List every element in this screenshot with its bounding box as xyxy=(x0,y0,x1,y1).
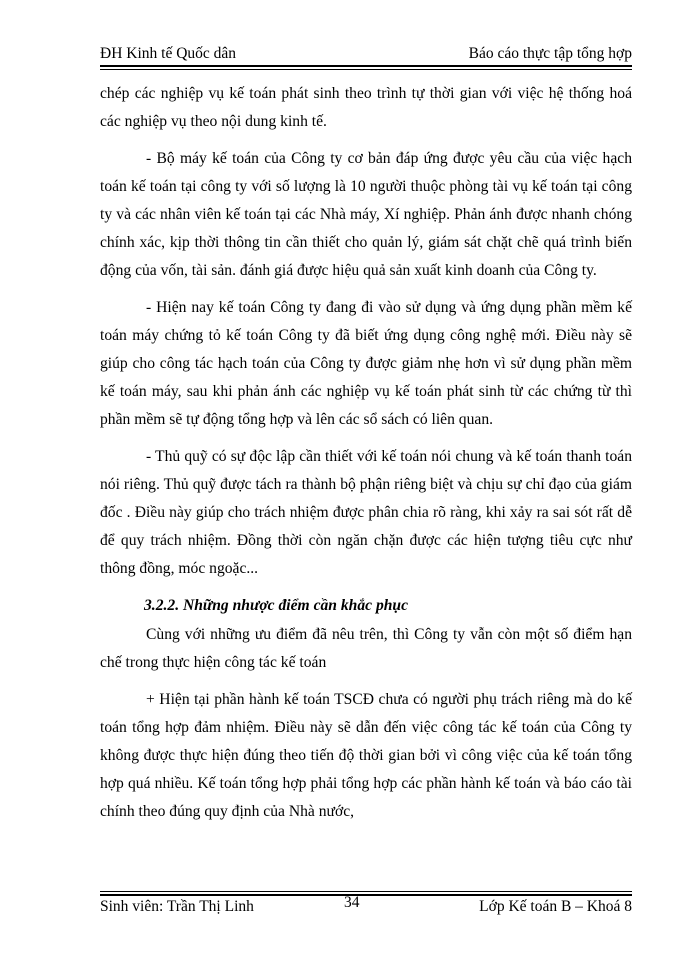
paragraph-fixed-assets: + Hiện tại phần hành kế toán TSCĐ chưa có người phụ trách riêng mà do kế toán tổng hợp đảm nhiệm. Điều này sẽ dẫn đến việc công tác kế toán của Công ty không được thực hiện đúng theo tiến độ thời gian bởi vì công việc của kế toán tổng hợp quá nhiều. Kế toán tổng hợp phải tổng hợp các phần hành kế toán và báo cáo tài chính theo đúng quy định của Nhà nước, xyxy=(100,691,632,820)
header-divider-thick xyxy=(100,65,632,67)
paragraph-treasurer: - Thủ quỹ có sự độc lập cần thiết với kế toán nói chung và kế toán thanh toán nói riêng. Thủ quỹ được tách ra thành bộ phận riêng biệt và chịu sự chỉ đạo của giám đốc . Điều này giúp cho trách nhiệm được phân chia rõ ràng, khi xảy ra sai sót rất dễ để quy trách nhiệm. Đồng thời còn ngăn chặn được các hiện tượng tiêu cực như thông đồng, móc ngoặc... xyxy=(100,448,632,577)
page-header xyxy=(100,41,632,63)
page-footer xyxy=(100,894,632,920)
paragraph-continuation: chép các nghiệp vụ kế toán phát sinh theo trình tự thời gian với việc hệ thống hoá các nghiệp vụ theo nội dung kinh tế. xyxy=(100,85,632,130)
footer-student-name: Sinh viên: Trần Thị Linh xyxy=(100,898,254,915)
page-number: 34 xyxy=(344,894,360,911)
footer-class: Lớp Kế toán B – Khoá 8 xyxy=(479,898,632,915)
header-report-title: Báo cáo thực tập tổng hợp xyxy=(468,45,632,62)
header-divider-thin xyxy=(100,69,632,70)
section-heading: 3.2.2. Những nhược điểm cần khắc phục xyxy=(144,597,409,614)
header-university: ĐH Kinh tế Quốc dân xyxy=(100,45,237,62)
document-body xyxy=(100,80,632,835)
paragraph-accounting-software: - Hiện nay kế toán Công ty đang đi vào sử dụng và ứng dụng phần mềm kế toán máy chứng tỏ kế toán Công ty đã biết ứng dụng công nghệ mới. Điều này sẽ giúp cho công tác hạch toán của Công ty được giảm nhẹ hơn vì sử dụng phần mềm kế toán máy, sau khi phản ánh các nghiệp vụ kế toán phát sinh từ các chứng từ thì phần mềm sẽ tự động tổng hợp và lên các sổ sách có liên quan. xyxy=(100,299,632,428)
paragraph-limitations-intro: Cùng với những ưu điểm đã nêu trên, thì Công ty vẫn còn một số điểm hạn chế trong thực hiện công tác kế toán xyxy=(100,626,632,671)
footer-divider-thick xyxy=(100,894,632,896)
paragraph-accounting-apparatus: - Bộ máy kế toán của Công ty cơ bản đáp ứng được yêu cầu của việc hạch toán kế toán tại công ty với số lượng là 10 người thuộc phòng tài vụ kế toán tại công ty và các nhân viên kế toán tại các Nhà máy, Xí nghiệp. Phản ánh được nhanh chóng chính xác, kịp thời thông tin cần thiết cho quản lý, giám sát chặt chẽ quá trình biến động của vốn, tài sản. đánh giá được hiệu quả sản xuất kinh doanh của Công ty. xyxy=(100,150,632,279)
footer-divider-thin xyxy=(100,891,632,892)
